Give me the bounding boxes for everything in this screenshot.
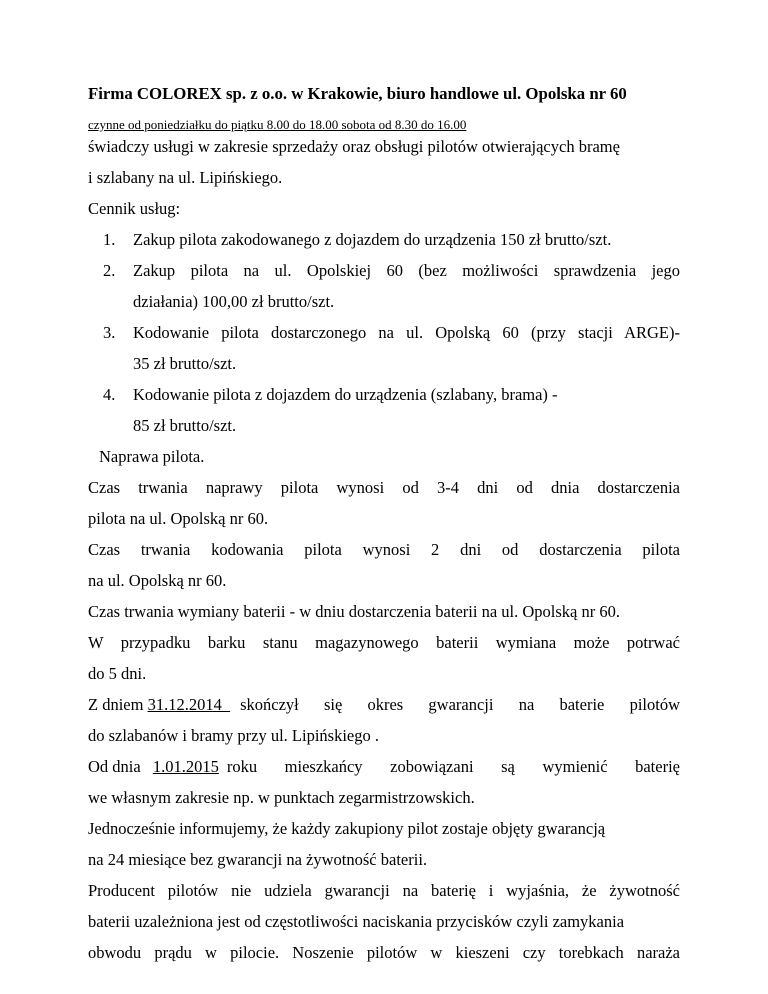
service-text: Kodowanie pilota dostarczonego na ul. Opolską 60 (przy stacji ARGE)- bbox=[133, 323, 680, 342]
service-number: 2. bbox=[103, 261, 116, 280]
stock-line-1: W przypadku barku stanu magazynowego baterii wymiana może potrwać bbox=[88, 633, 680, 652]
info-line-1: Jednocześnie informujemy, że każdy zakupiony pilot zostaje objęty gwarancją bbox=[88, 819, 606, 838]
warranty-text: skończył się okres gwarancji na baterie pilotów bbox=[240, 695, 680, 714]
producer-line-2: baterii uzależniona jest od częstotliwości naciskania przycisków czyli zamykania bbox=[88, 912, 625, 931]
from-date: 1.01.2015 bbox=[152, 757, 219, 776]
producer-line-1: Producent pilotów nie udziela gwarancji na baterię i wyjaśnia, że żywotność bbox=[88, 881, 680, 900]
warranty-line-2: do szlabanów i bramy przy ul. Lipińskiego . bbox=[88, 726, 379, 745]
producer-line-3: obwodu prądu w pilocie. Noszenie pilotów w kieszeni czy torebkach naraża bbox=[88, 943, 680, 962]
repair-line-1: Czas trwania naprawy pilota wynosi od 3-4 dni od dnia dostarczenia bbox=[88, 478, 680, 497]
service-item-1 bbox=[103, 230, 611, 250]
price-list-label: Cennik usług: bbox=[88, 199, 181, 218]
service-text: Zakup pilota zakodowanego z dojazdem do urządzenia 150 zł brutto/szt. bbox=[133, 230, 612, 249]
intro-line-1: świadczy usługi w zakresie sprzedaży oraz obsługi pilotów otwierających bramę bbox=[88, 137, 620, 156]
coding-line-2: na ul. Opolską nr 60. bbox=[88, 571, 227, 590]
info-line-2: na 24 miesiące bez gwarancji na żywotność baterii. bbox=[88, 850, 428, 869]
warranty-end-date: 31.12.2014 bbox=[147, 695, 231, 714]
repair-label: Naprawa pilota. bbox=[99, 447, 205, 466]
from-line-2: we własnym zakresie np. w punktach zegarmistrzowskich. bbox=[88, 788, 475, 807]
warranty-prefix: Z dniem bbox=[88, 695, 148, 714]
service-4-continuation: 85 zł brutto/szt. bbox=[133, 416, 237, 435]
coding-line-1: Czas trwania kodowania pilota wynosi 2 dni od dostarczenia pilota bbox=[88, 540, 680, 559]
service-item-3 bbox=[103, 323, 680, 343]
repair-line-2: pilota na ul. Opolską nr 60. bbox=[88, 509, 269, 528]
company-heading: Firma COLOREX sp. z o.o. w Krakowie, biuro handlowe ul. Opolska nr 60 bbox=[88, 84, 627, 103]
service-text: Kodowanie pilota z dojazdem do urządzenia (szlabany, brama) - bbox=[133, 385, 558, 404]
service-number: 3. bbox=[103, 323, 116, 342]
service-number: 1. bbox=[103, 230, 116, 249]
intro-line-2: i szlabany na ul. Lipińskiego. bbox=[88, 168, 283, 187]
opening-hours: czynne od poniedziałku do piątku 8.00 do 18.00 sobota od 8.30 do 16.00 bbox=[88, 117, 467, 132]
service-item-4 bbox=[103, 385, 558, 405]
service-3-continuation: 35 zł brutto/szt. bbox=[133, 354, 237, 373]
stock-line-2: do 5 dni. bbox=[88, 664, 147, 683]
service-item-2 bbox=[103, 261, 680, 281]
from-prefix: Od dnia bbox=[88, 757, 145, 776]
service-number: 4. bbox=[103, 385, 116, 404]
from-text: roku mieszkańcy zobowiązani są wymienić baterię bbox=[226, 757, 680, 776]
battery-line: Czas trwania wymiany baterii - w dniu dostarczenia baterii na ul. Opolską nr 60. bbox=[88, 602, 620, 621]
service-text: Zakup pilota na ul. Opolskiej 60 (bez możliwości sprawdzenia jego bbox=[133, 261, 680, 280]
warranty-line-1 bbox=[88, 695, 680, 715]
from-line-1 bbox=[88, 757, 680, 777]
service-2-continuation: działania) 100,00 zł brutto/szt. bbox=[133, 292, 335, 311]
